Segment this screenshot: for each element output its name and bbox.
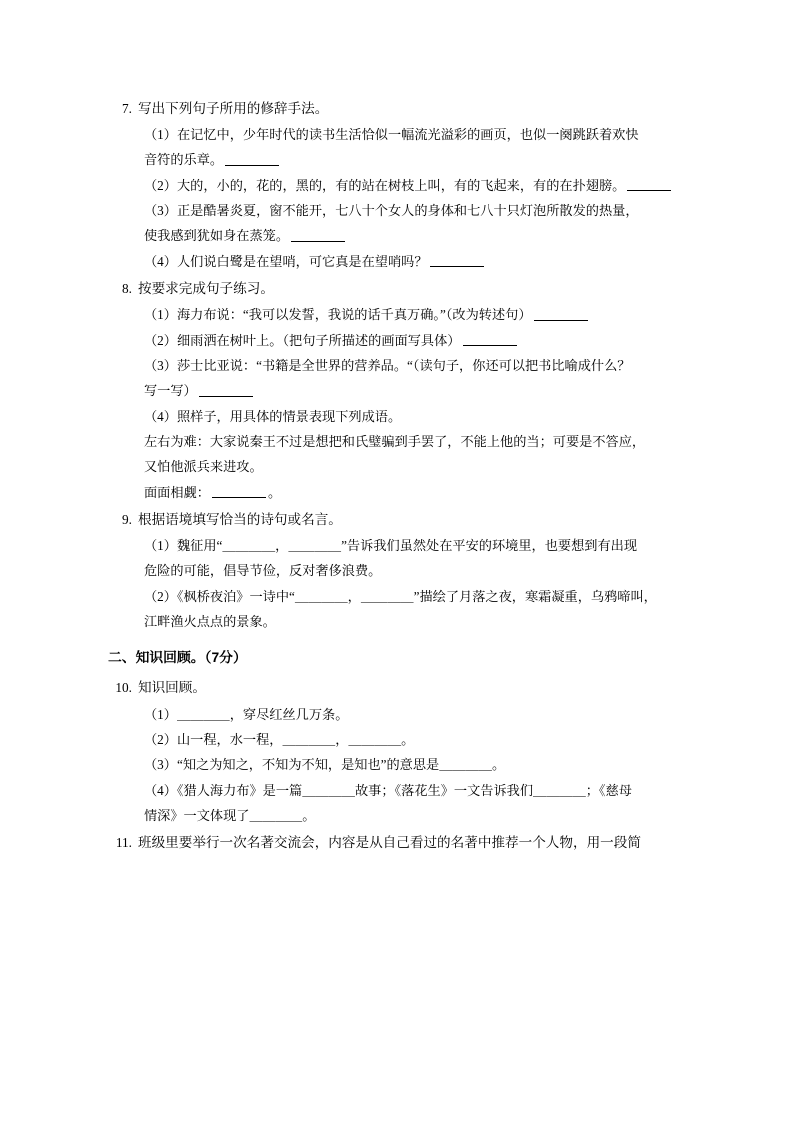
question-8-stem: 按要求完成句子练习。 — [138, 281, 274, 297]
question-11 — [108, 830, 686, 856]
question-9 — [108, 507, 686, 634]
question-8-item-3: （3）莎士比亚说：“书籍是全世界的营养品。“（读句子，你还可以把书比喻成什么？ — [144, 357, 631, 373]
question-8-example-line-2: 又怕他派兵来进攻。 — [144, 459, 263, 475]
question-8-stem-line — [108, 276, 686, 302]
question-8-item-2: （2）细雨洒在树叶上。（把句子所描述的画面写具体） — [108, 328, 686, 353]
answer-blank[interactable] — [463, 333, 517, 347]
answer-blank[interactable] — [534, 307, 588, 321]
question-9-item-2-cont: 江畔渔火点点的景象。 — [144, 614, 276, 630]
question-10-number: 10. — [115, 680, 132, 696]
question-7-stem: 写出下列句子所用的修辞手法。 — [138, 101, 329, 116]
question-10-item-4: （4）《猎人海力布》是一篇＿＿＿＿故事；《落花生》一文告诉我们＿＿＿＿；《慈母 — [144, 782, 632, 798]
question-10-item-1: （1）＿＿＿＿，穿尽红丝几万条。 — [144, 706, 349, 722]
question-10-item-3: （3）“知之为知之，不知为不知，是知也”的意思是＿＿＿＿。 — [144, 757, 506, 773]
question-10-stem-line — [108, 675, 686, 701]
question-7-item-1: （1）在记忆中，少年时代的读书生活恰似一幅流光溢彩的画页，也似一阕跳跃着欢快 — [144, 127, 639, 143]
question-9-item-1: （1）魏征用“＿＿＿＿，＿＿＿＿”告诉我们虽然处在平安的环境里，也要想到有出现 — [144, 538, 638, 554]
answer-blank[interactable] — [225, 152, 279, 166]
question-8-example-line-1: 左右为难：大家说秦王不过是想把和氏璧骗到手罢了，不能上他的当；可要是不答应， — [144, 433, 646, 449]
question-7-item-3-cont: 使我感到犹如身在蒸笼。 — [108, 223, 686, 248]
question-7-item-3: （3）正是酷暑炎夏，窗不能开，七八十个女人的身体和七八十只灯泡所散发的热量， — [144, 203, 639, 219]
question-8-item-3-cont: 写一写） — [108, 378, 686, 403]
section-heading: 二、知识回顾。（7分） — [108, 650, 247, 666]
question-8 — [108, 276, 686, 505]
question-8-answer-line: 面面相觑： 。 — [144, 484, 282, 500]
question-7-number: 7. — [122, 101, 132, 116]
answer-blank[interactable] — [291, 229, 345, 243]
question-7-stem-line — [108, 96, 686, 122]
question-11-stem-line — [108, 830, 686, 856]
answer-blank[interactable] — [627, 178, 671, 192]
question-11-number: 11. — [115, 835, 132, 851]
question-11-stem: 班级里要举行一次名著交流会，内容是从自己看过的名著中推荐一个人物，用一段简 — [138, 835, 641, 851]
question-9-stem-line — [108, 507, 686, 533]
question-7-item-1-cont: 音符的乐章。 — [108, 147, 686, 172]
question-7-item-2: （2）大的，小的，花的，黑的，有的站在树枝上叫，有的飞起来，有的在扑翅膀。 — [108, 173, 686, 198]
question-9-item-2: （2）《枫桥夜泊》一诗中“＿＿＿＿，＿＿＿＿”描绘了月落之夜，寒霜凝重，乌鸦啼叫， — [144, 588, 657, 604]
answer-blank[interactable] — [212, 485, 266, 499]
answer-blank[interactable] — [199, 383, 253, 397]
question-9-item-1-cont: 危险的可能，倡导节俭，反对奢侈浪费。 — [144, 563, 382, 579]
answer-blank[interactable] — [430, 254, 484, 268]
question-9-stem: 根据语境填写恰当的诗句或名言。 — [138, 512, 342, 527]
question-7 — [108, 96, 686, 274]
question-8-item-1: （1）海力布说：“我可以发誓，我说的话千真万确。”（改为转述句） — [108, 302, 686, 327]
question-8-item-4: （4）照样子，用具体的情景表现下列成语。 — [144, 408, 402, 424]
question-9-number: 9. — [122, 512, 132, 527]
question-7-item-4: （4）人们说白鹭是在望哨，可它真是在望哨吗？ — [108, 249, 686, 274]
question-10-stem: 知识回顾。 — [138, 680, 206, 696]
question-10-item-4-cont: 情深》一文体现了＿＿＿＿。 — [144, 807, 316, 823]
question-8-number: 8. — [122, 281, 132, 297]
question-10 — [108, 675, 686, 828]
question-10-item-2: （2）山一程，水一程，＿＿＿＿，＿＿＿＿。 — [144, 731, 415, 747]
